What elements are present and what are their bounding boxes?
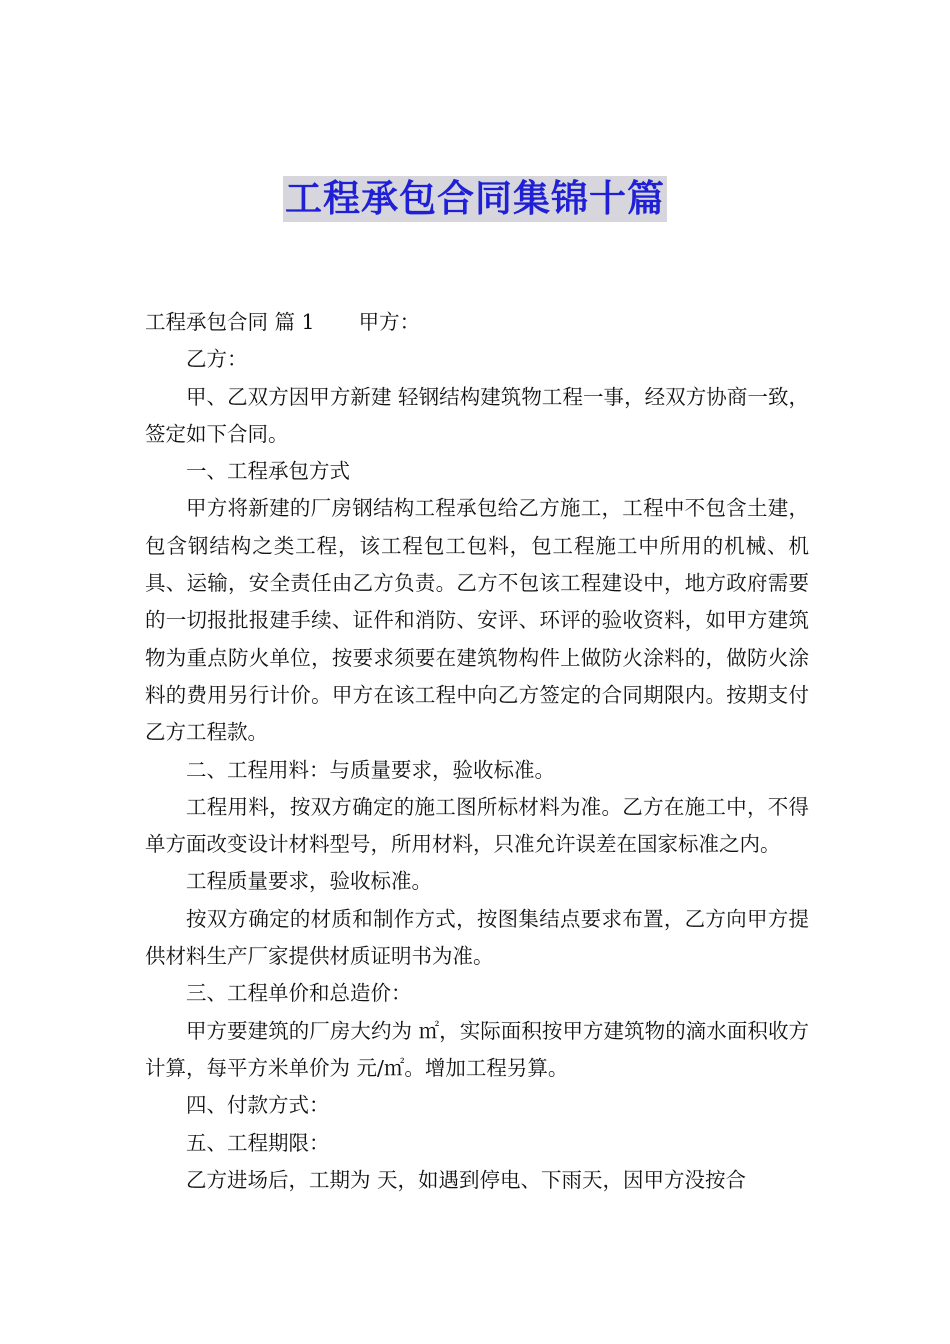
paragraph-materials: 工程用料，按双方确定的施工图所标材料为准。乙方在施工中，不得单方面改变设计材料型号，所用材料，只准允许误差在国家标准之内。	[145, 794, 809, 857]
section-heading-1: 一、工程承包方式	[186, 459, 350, 484]
paragraph-intro: 甲、乙双方因甲方新建 轻钢结构建筑物工程一事，经双方协商一致，签定如下合同。	[145, 384, 809, 446]
paragraph-quality: 按双方确定的材质和制作方式，按图集结点要求布置，乙方向甲方提供材料生产厂家提供材质证明书为准。	[145, 906, 809, 969]
section-heading-2: 二、工程用料：与质量要求，验收标准。	[186, 757, 555, 782]
paragraph-schedule: 乙方进场后，工期为 天，如遇到停电、下雨天，因甲方没按合	[186, 1167, 747, 1192]
section-heading-3: 三、工程单价和总造价：	[186, 981, 412, 1006]
paragraph-price: 甲方要建筑的厂房大约为 ㎡，实际面积按甲方建筑物的滴水面积收方计算，每平方米单价为 元/㎡。增加工程另算。	[145, 1018, 809, 1080]
contract-heading-line	[145, 304, 809, 341]
document-body	[145, 304, 809, 1199]
section-heading-4: 四、付款方式：	[186, 1093, 330, 1118]
party-a-label: 甲方：	[358, 310, 421, 334]
paragraph-quality-heading: 工程质量要求，验收标准。	[186, 869, 432, 894]
document-title: 工程承包合同集锦十篇	[285, 177, 665, 220]
contract-label: 工程承包合同 篇 1	[145, 310, 315, 334]
title-container	[0, 176, 950, 222]
paragraph-contract-method: 甲方将新建的厂房钢结构工程承包给乙方施工，工程中不包含土建，包含钢结构之类工程，该工程包工包料，包工程施工中所用的机械、机具、运输，安全责任由乙方负责。乙方不包该工程建设中，地方政府需要的一切报批报建手续、证件和消防、安评、环评的验收资料，如甲方建筑物为重点防火单位，按要求须要在建筑物构件上做防火涂料的，做防火涂料的费用另行计价。甲方在该工程中向乙方签定的合同期限内。按期支付乙方工程款。	[145, 496, 809, 745]
section-heading-5: 五、工程期限：	[186, 1130, 330, 1155]
paragraph-party-b: 乙方：	[186, 347, 248, 372]
